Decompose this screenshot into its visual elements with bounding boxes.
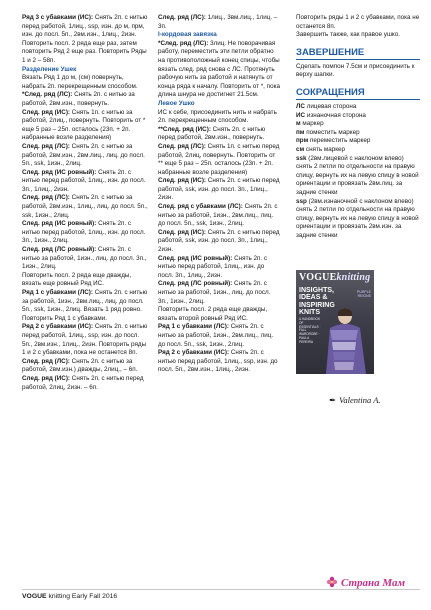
row-text: Снять 2п. с нитью перед работой, 1лиц., изн. до посл. 3п., 1лиц., 2изн. [22, 168, 146, 193]
row-label: След. ряд (ЛС ровный): [158, 280, 233, 288]
row-label: След. ряд (ИС): [22, 108, 71, 116]
abbr-item [296, 137, 420, 146]
instruction-paragraph [22, 358, 148, 375]
row-text: Снять 2п. с нитью перед работой, 1лиц., изн. до посл. 3п., 1лиц., 2изн. [158, 254, 268, 279]
row-label: След. ряд с убавками (ЛС): [158, 203, 243, 211]
row-label: След. ряд (ЛС): [22, 357, 70, 365]
column-middle [158, 14, 280, 375]
abbr-value: (2вм.лицевой с наклоном влево) снять 2 петли по отдельности на правую спицу, вернуть их на левую спицу в новой ориентации и провязать 2вм.лиц. за задние стенки [296, 154, 419, 196]
instruction-paragraph [22, 220, 148, 246]
row-text: Снять 2п. с нитью за работой, 2вм.изн.) дважды, 2лиц., – 6п. [22, 357, 138, 374]
row-label: След. ряд (ИС ровный): [22, 168, 97, 176]
finish-title: ЗАВЕРШЕНИЕ [296, 46, 365, 58]
section-heading: I-кордовая завязка [158, 31, 217, 39]
magazine-cover [296, 270, 374, 374]
row-label: Ряд 2 с убавками (ИС): [22, 323, 94, 331]
row-text: Повторить посл. 2 ряда еще дважды, вязать еще ровный Ряд ИС. [22, 271, 132, 288]
row-text: Снять 2п. с нитью за работой, 1изн., лиц. до посл. 3п., 1изн., 2лиц. [158, 280, 271, 305]
row-text: Вязать Ряд 1 до м, (см) повернуть, набрать 2п. перекрещенным способом. [22, 74, 138, 90]
abbr-value: лицевая сторона [304, 102, 357, 110]
finish-rule [296, 59, 420, 60]
row-text: 1лиц., 3вм.лиц., 1лиц. – 3п. [158, 14, 278, 30]
row-label: След. ряд (ИС ровный): [22, 220, 97, 228]
row-text: Снять 2п. с нитью перед работой, 1лиц., ssp, изн. до посл. 5п., 2вм.изн., 1лиц., 2изн. Повторить ряды 1 и 2 с убавками, пока не останется 8п. [22, 323, 148, 357]
row-label: След. ряд (ИС): [158, 228, 207, 236]
finish-text: Сделать помпон 7.5см и присоединить к верху шапки. [296, 62, 415, 79]
instruction-paragraph [158, 306, 280, 323]
instruction-paragraph [22, 169, 148, 195]
instruction-paragraph [296, 31, 420, 40]
row-text: Снять 2п. с нитью перед работой, 2вм.изн., повернуть. [158, 125, 266, 142]
row-text: Снять 2п. с нитью за работой, 2вм.изн., повернуть. [22, 91, 135, 107]
row-text: Снять 2п. с нитью перед работой, 1лиц., ssp, изн. до посл. 5п., 2вм.изн., 1лиц., 2изн. [158, 349, 278, 374]
row-text: Снять 2п. с нитью перед работой, ssk, изн. до посл. 3п., 1лиц., 2изн. [158, 177, 280, 202]
row-label: След. ряд (ЛС ровный): [22, 246, 97, 254]
column-left [22, 14, 148, 392]
abbr-key: ssk [296, 154, 307, 162]
abbr-value: поместить маркер [304, 128, 360, 136]
section-heading: Левое Ушко [158, 99, 195, 107]
abbr-list [296, 103, 420, 241]
instruction-paragraph [22, 91, 148, 108]
abbr-value: изнаночная сторона [305, 111, 366, 119]
instruction-paragraph [22, 143, 148, 169]
row-text: Снять 2п. с нитью за работой, 1изн., 2вм.лиц., лиц. до посл. 5п., ssk, 1изн., 2лиц. Вязать 1 ряд ровно. Повторить Ряд 1 с убавками. [22, 289, 148, 322]
row-label: Ряд 1 с убавками (ЛС): [22, 289, 93, 296]
instruction-paragraph [22, 323, 148, 357]
footer: VOGUE knitting Early Fall 2016 [22, 593, 118, 600]
instruction-paragraph [158, 14, 280, 31]
row-label: *След. ряд (ЛС): [22, 91, 73, 99]
cover-list: A HANDBOOK OF ESSENTIALS · FALL WARDROBE · PAULA PEREIRA [299, 317, 321, 344]
abbr-value: снять маркер [304, 145, 346, 153]
instruction-paragraph [22, 40, 148, 66]
abbr-key: пм [296, 128, 305, 136]
footer-rule [22, 589, 420, 590]
abbr-key: см [296, 145, 305, 153]
instruction-paragraph [158, 109, 280, 126]
row-label: След. ряд (ЛС): [158, 14, 206, 21]
abbr-value: переместить маркер [308, 137, 371, 145]
row-label: Ряд 1 с убавками (ЛС): [158, 323, 229, 331]
instruction-paragraph [158, 280, 280, 306]
row-text: Снять 2п. с нитью перед работой, 1лиц., изн. до посл. 3п., 1изн., 2лиц. [22, 220, 146, 245]
instruction-paragraph [158, 126, 280, 143]
row-text: Снять 2п. с нитью перед работой, 1лиц., ssp, изн. до м, прм, изн. до посл. 5п., 2вм.изн., 1лиц., 2изн. [22, 14, 148, 39]
row-label: **След. ряд (ИС): [158, 125, 211, 133]
instruction-paragraph [158, 143, 280, 177]
row-label: След. ряд (ЛС): [22, 142, 70, 150]
row-text: Снять 2п. с нитью перед работой, ssk, изн. до посл. 3п., 1лиц., 2изн. [158, 228, 280, 254]
instruction-paragraph [158, 349, 280, 375]
abbr-key: ssp [296, 197, 307, 205]
row-text: Снять 1п. с нитью за работой, 2лиц., повернуть. Повторить от * еще 5 раз – 25п. осталось (23п. + 2п. набранные возле разделения) [22, 108, 146, 142]
row-label: След. ряд (ЛС): [158, 142, 206, 150]
instruction-paragraph [158, 40, 280, 100]
abbr-value: маркер [300, 120, 324, 128]
abbr-item [296, 198, 420, 241]
row-text: 3лиц. Не поворачивая работу, переместить эти петли обратно на противоположный конец спицы, чтобы вязать след. ряд снова с ЛС. Протянуть рабочую нить за работой и натянуть от конца ряда к началу. Повторить от *, пока длина шнура не достигнет 21.5см. [158, 39, 280, 99]
row-text: ИС к себе, присоединить нить и набрать 2п. перекрещенным способом. [158, 108, 277, 125]
row-text: Снять 2п. с нитью за работой, 2вм.изн., 2вм.лиц., лиц. до посл. 5п., ssk, 1изн., 2лиц. [22, 142, 145, 168]
row-text: Повторить ряды 1 и 2 с убавками, пока не останется 8п. [296, 14, 420, 30]
abbr-item [296, 120, 420, 129]
abbr-item [296, 146, 420, 155]
instruction-paragraph [296, 14, 420, 31]
abbr-key: м [296, 120, 301, 128]
instruction-paragraph [22, 289, 148, 323]
instruction-paragraph [22, 74, 148, 91]
instruction-paragraph [22, 272, 148, 289]
cover-side-text: PURPLE REIGNS [356, 290, 371, 298]
instruction-paragraph [22, 109, 148, 143]
abbr-rule [296, 99, 420, 100]
row-text: Снять 2п. с нитью за работой, 1изн., 2вм.лиц., лиц. до посл. 5п., ssk, 1изн., 2лиц. [158, 203, 278, 228]
row-label: След. ряд (ИС ровный): [158, 254, 233, 262]
instruction-paragraph [158, 203, 280, 229]
row-label: След. ряд (ЛС): [22, 194, 70, 202]
abbr-key: прм [296, 137, 309, 145]
row-label: След. ряд (ИС): [22, 374, 71, 382]
row-label: Ряд 2 с убавками (ИС): [158, 349, 230, 357]
row-text: Снять 2п. с нитью перед работой, 2лиц, 2изн. – 6п. [22, 374, 144, 391]
row-label: *След. ряд (ЛС): [158, 39, 209, 47]
instruction-paragraph [158, 177, 280, 203]
cover-model-image [318, 306, 368, 374]
row-label: След. ряд (ИС): [158, 177, 207, 185]
instruction-paragraph [22, 14, 148, 40]
row-text: Снять 2п. с нитью за работой, 1изн., лиц. до посл. 3п., 1изн., 2лиц. [22, 246, 147, 271]
abbr-item [296, 155, 420, 198]
abbr-title: СОКРАЩЕНИЯ [296, 86, 365, 98]
row-text: Снять 2п. с нитью за работой, 2вм.изн., 1лиц., лиц. до посл. 5п., ssk, 1изн., 2лиц. [22, 194, 148, 219]
section-heading: Разделение Ушек [22, 65, 77, 73]
abbr-key: ЛС [296, 102, 305, 110]
cover-headline: INSIGHTS, IDEAS & INSPIRING KNITS [299, 287, 335, 317]
abbr-item [296, 129, 420, 138]
signature: ✒ Valentina A. [329, 395, 381, 405]
cover-logo: VOGUEknitting [299, 272, 371, 283]
column-right [296, 14, 420, 240]
instruction-paragraph [22, 375, 148, 392]
row-label: Ряд 3 с убавками (ИС): [22, 14, 94, 21]
abbr-item [296, 103, 420, 112]
watermark: Страна Мам [341, 577, 406, 589]
row-text: Повторить посл. 2 ряда еще дважды, вязать второй ровный Ряд ИС. [158, 306, 268, 322]
abbr-value: (2вм.изнаночной с наклоном влево) снять 2 петли по отдельности на правую спицу, вернуть их на левую спицу в новой ориентации и провязать 2вм.изн. за задние стенки [296, 197, 419, 239]
row-text: Снять 1п. с нитью перед работой, 2лиц, повернуть. Повторить от ** еще 5 раз – 25п. осталось (23п. + 2п. набранные возле разделения) [158, 142, 280, 176]
row-text: Снять 2п. с нитью за работой, 1изн., 2вм.лиц., лиц. до посл. 5п., ssk, 1изн., 2лиц. [158, 323, 274, 348]
instruction-paragraph [158, 229, 280, 255]
flower-icon [326, 576, 338, 588]
instruction-paragraph [22, 194, 148, 220]
pen-icon: ✒ [329, 395, 337, 405]
row-text: Повторить посл. 2 ряда еще раз, затем повторить Ряд 2 еще раз. Повторить Ряды 1 и 2 – 58п. [22, 39, 147, 64]
abbr-item [296, 112, 420, 121]
row-text: Завершить также, как правое ушко. [296, 31, 400, 39]
instruction-paragraph [158, 323, 280, 349]
instruction-paragraph [22, 246, 148, 272]
instruction-paragraph [158, 255, 280, 281]
abbr-key: ИС [296, 111, 306, 119]
